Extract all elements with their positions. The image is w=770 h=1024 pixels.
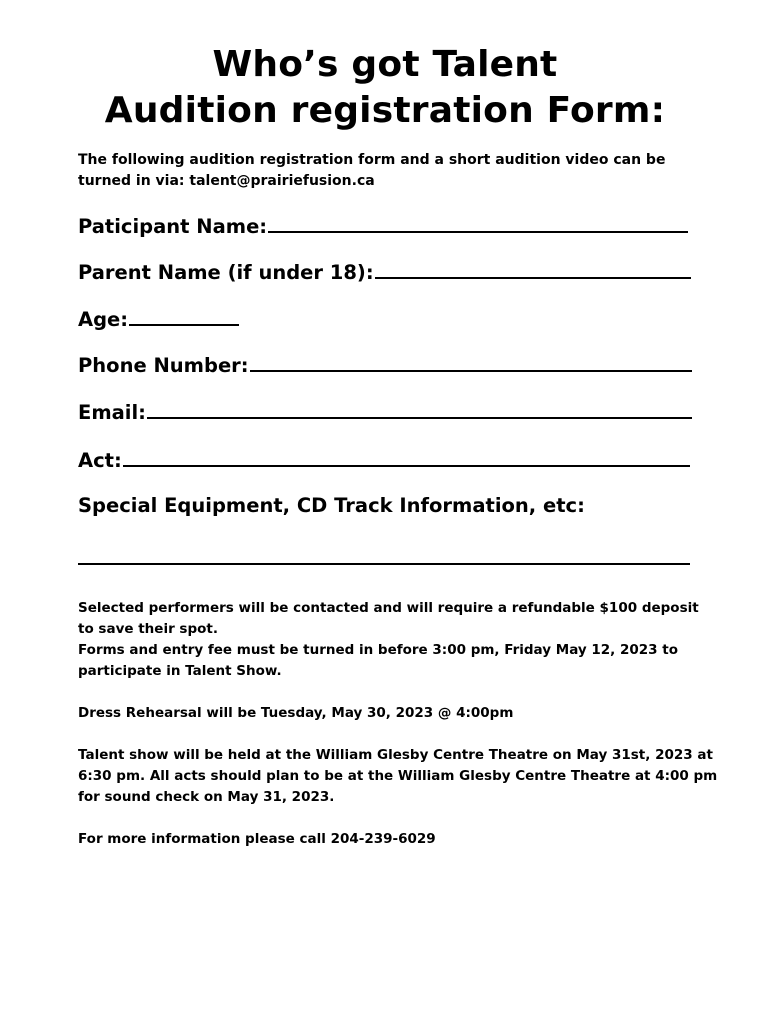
parent-name-field[interactable]	[78, 259, 691, 286]
phone-blank[interactable]	[250, 352, 692, 372]
form-title	[0, 42, 770, 134]
special-equipment-label: Special Equipment, CD Track Information, etc:	[78, 494, 585, 517]
age-field[interactable]	[78, 306, 239, 333]
participant-name-blank[interactable]	[268, 213, 688, 233]
email-label: Email:	[78, 401, 146, 424]
intro-text: The following audition registration form and a short audition video can be turned in via: talent@prairiefusion.ca	[78, 152, 666, 189]
special-equipment-field	[78, 493, 585, 519]
talent-show-note: Talent show will be held at the William Glesby Centre Theatre on May 31st, 2023 at 6:30 pm. All acts should plan to be at the William Glesby Centre Theatre at 4:00 pm for sound check on May 31, 2023.	[78, 747, 718, 805]
act-blank[interactable]	[123, 447, 690, 467]
phone-field[interactable]	[78, 352, 692, 379]
act-label: Act:	[78, 449, 122, 472]
notes-section	[78, 598, 718, 850]
special-equipment-blank[interactable]	[78, 563, 690, 565]
selected-performers-note: Selected performers will be contacted and will require a refundable $100 deposit to save their spot.	[78, 600, 699, 637]
age-blank[interactable]	[129, 306, 239, 326]
participant-name-label: Paticipant Name:	[78, 215, 268, 238]
age-label: Age:	[78, 308, 129, 331]
contact-note: For more information please call 204-239-6029	[78, 831, 436, 847]
dress-rehearsal-note: Dress Rehearsal will be Tuesday, May 30, 2023 @ 4:00pm	[78, 705, 514, 721]
parent-name-blank[interactable]	[375, 259, 691, 279]
title-line-1: Who’s got Talent	[212, 44, 558, 85]
title-line-2: Audition registration Form:	[104, 90, 666, 131]
parent-name-label: Parent Name (if under 18):	[78, 261, 374, 284]
email-field[interactable]	[78, 399, 692, 426]
email-blank[interactable]	[147, 399, 692, 419]
forms-deadline-note: Forms and entry fee must be turned in before 3:00 pm, Friday May 12, 2023 to participate in Talent Show.	[78, 642, 678, 679]
phone-label: Phone Number:	[78, 354, 249, 377]
act-field[interactable]	[78, 447, 690, 474]
participant-name-field[interactable]	[78, 213, 688, 240]
